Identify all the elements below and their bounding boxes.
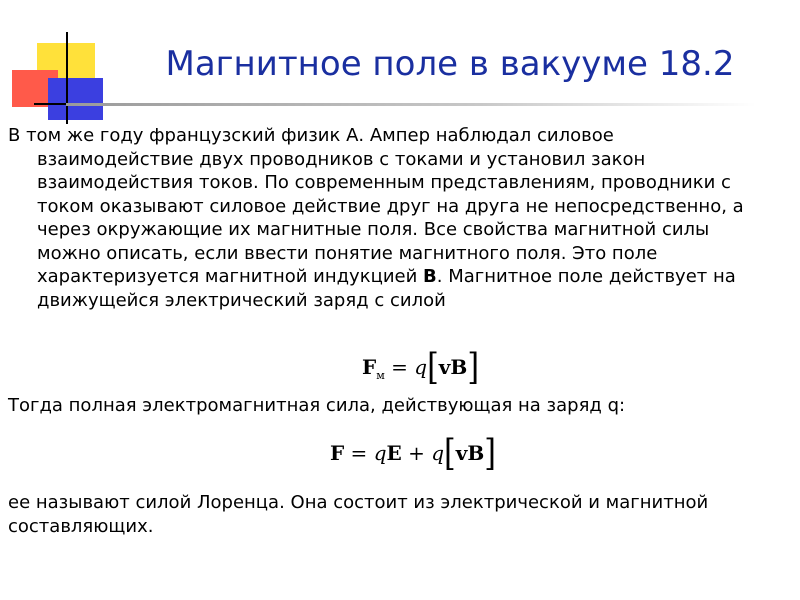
blue-square bbox=[48, 78, 103, 120]
slide-decoration-logo bbox=[0, 0, 120, 130]
paragraph-line: составляющих. bbox=[8, 515, 154, 537]
paragraph-line: В том же году французский физик А. Ампер наблюдал силовое bbox=[8, 125, 614, 146]
formula-operator: + bbox=[401, 441, 432, 465]
paragraph-lorentz bbox=[8, 491, 788, 538]
paragraph-line: Тогда полная электромагнитная сила, действующая на заряд q: bbox=[8, 395, 626, 416]
formula-symbol: vB bbox=[455, 441, 485, 465]
paragraph-line: через окружающие их магнитные поля. Все свойства магнитной силы bbox=[37, 219, 710, 240]
slide-title: Магнитное поле в вакууме 18.2 bbox=[165, 44, 735, 84]
formula-bracket: [ bbox=[427, 346, 439, 389]
formula-operator: = bbox=[384, 355, 415, 379]
paragraph-line: ее называют силой Лоренца. Она состоит из электрической и магнитной bbox=[8, 492, 709, 513]
magnetic-force-formula bbox=[362, 346, 480, 389]
formula-symbol: q bbox=[431, 441, 445, 465]
paragraph-line: взаимодействия токов. По современным представлениям, проводники с bbox=[37, 172, 731, 193]
formula-subscript: м bbox=[376, 369, 385, 382]
paragraph-line: движущейся электрический заряд с силой bbox=[37, 289, 446, 311]
formula-bracket: ] bbox=[467, 346, 480, 389]
formula-symbol: F bbox=[330, 441, 345, 465]
formula-bracket: ] bbox=[484, 432, 497, 475]
vertical-divider bbox=[66, 32, 68, 124]
paragraph-ampere bbox=[8, 124, 788, 312]
paragraph-line: взаимодействие двух проводников с токами и установил закон bbox=[37, 148, 646, 170]
paragraph-total-force bbox=[8, 394, 788, 418]
formula-symbol: E bbox=[386, 441, 402, 465]
paragraph-line bbox=[8, 265, 788, 289]
formula-symbol: vB bbox=[438, 355, 468, 379]
formula-symbol: q bbox=[373, 441, 387, 465]
paragraph-line: током оказывают силовое действие друг на друга не непосредственно, а bbox=[37, 195, 744, 217]
paragraph-line: можно описать, если ввести понятие магнитного поля. Это поле bbox=[37, 242, 658, 264]
formula-symbol: q bbox=[414, 355, 428, 379]
title-underline bbox=[66, 103, 756, 106]
formula-symbol: F bbox=[362, 355, 377, 379]
lorentz-force-formula bbox=[330, 432, 497, 475]
formula-operator: = bbox=[344, 441, 374, 465]
text-fragment: характеризуется магнитной индукцией bbox=[37, 266, 424, 287]
formula-bracket: [ bbox=[444, 432, 456, 475]
text-fragment: . Магнитное поле действует на bbox=[436, 266, 736, 287]
induction-symbol: B bbox=[423, 266, 437, 287]
